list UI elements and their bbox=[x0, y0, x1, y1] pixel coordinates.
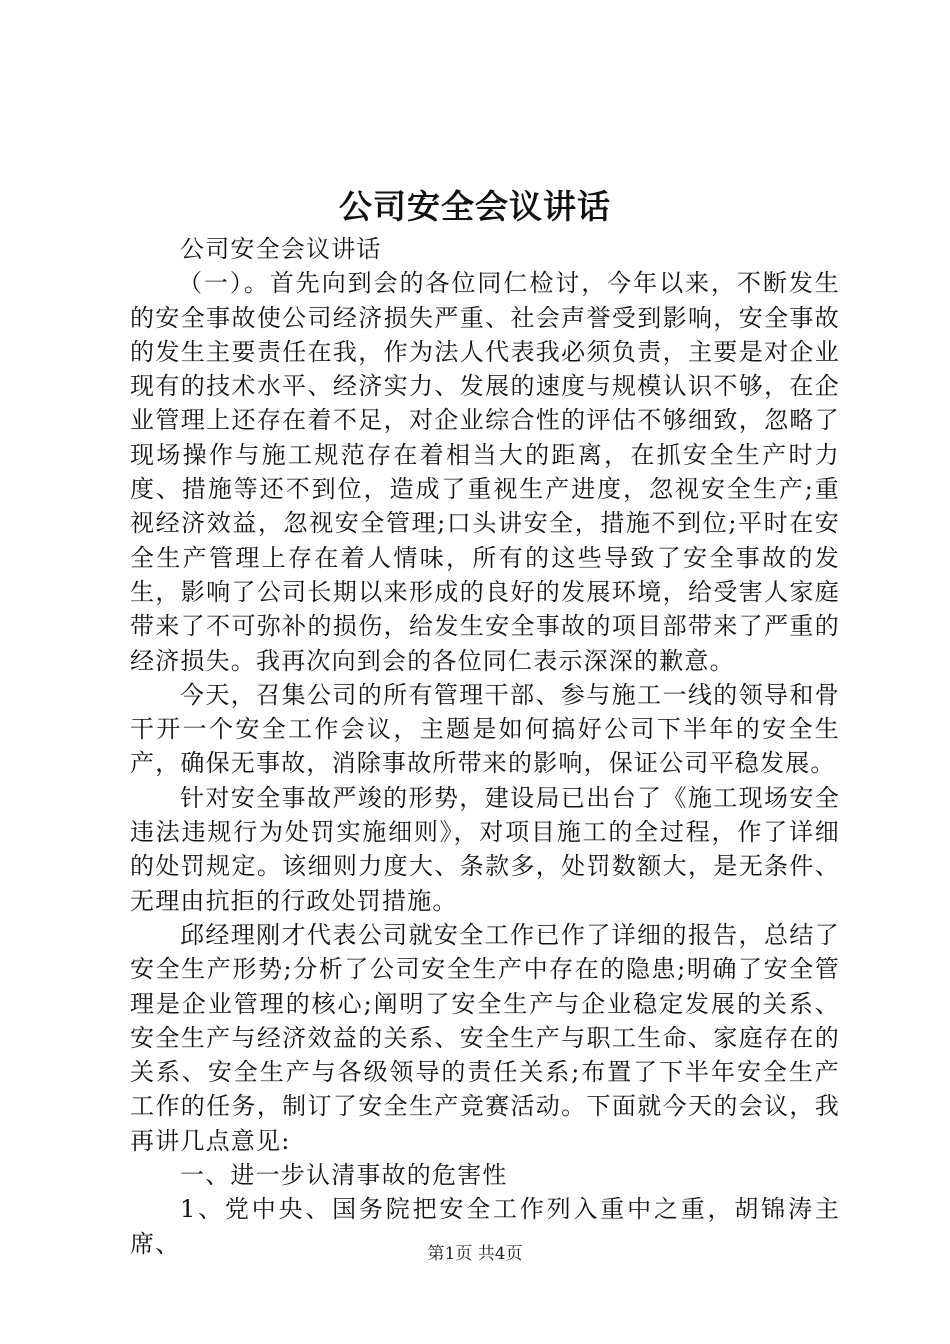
page-footer: 第1页 共4页 bbox=[427, 1244, 523, 1264]
body-paragraph: 针对安全事故严竣的形势，建设局已出台了《施工现场安全违法违规行为处罚实施细则》，对项目施工的全过程，作了详细的处罚规定。该细则力度大、条款多，处罚数额大，是无条件、无理由抗拒的行政处罚措施。 bbox=[130, 783, 840, 915]
section-heading: 一、进一步认清事故的危害性 bbox=[180, 1161, 508, 1190]
subtitle-paragraph: 公司安全会议讲话 bbox=[180, 235, 382, 263]
document-title: 公司安全会议讲话 bbox=[339, 187, 611, 226]
body-paragraph: 邱经理刚才代表公司就安全工作已作了详细的报告，总结了安全生产形势;分析了公司安全生产中存在的隐患;明确了安全管理是企业管理的核心;阐明了安全生产与企业稳定发展的关系、安全生产与经济效益的关系、安全生产与职工生命、家庭存在的关系、安全生产与各级领导的责任关系;布置了下半年安全生产工作的任务，制订了安全生产竞赛活动。下面就今天的会议，我再讲几点意见: bbox=[130, 920, 840, 1155]
document-body bbox=[130, 232, 840, 1261]
body-paragraph: （一）。首先向到会的各位同仁检讨，今年以来，不断发生的安全事故使公司经济损失严重、社会声誉受到影响，安全事故的发生主要责任在我，作为法人代表我必须负责，主要是对企业现有的技术水平、经济实力、发展的速度与规模认识不够，在企业管理上还存在着不足，对企业综合性的评估不够细致，忽略了现场操作与施工规范存在着相当大的距离，在抓安全生产时力度、措施等还不到位，造成了重视生产进度，忽视安全生产;重视经济效益，忽视安全管理;口头讲安全，措施不到位;平时在安全生产管理上存在着人情味，所有的这些导致了安全事故的发生，影响了公司长期以来形成的良好的发展环境，给受害人家庭带来了不可弥补的损伤，给发生安全事故的项目部带来了严重的经济损失。我再次向到会的各位同仁表示深深的歉意。 bbox=[130, 269, 840, 675]
list-item: 1、党中央、国务院把安全工作列入重中之重，胡锦涛主席、 bbox=[130, 1195, 840, 1258]
body-paragraph: 今天，召集公司的所有管理干部、参与施工一线的领导和骨干开一个安全工作会议，主题是如何搞好公司下半年的安全生产，确保无事故，消除事故所带来的影响，保证公司平稳发展。 bbox=[130, 680, 840, 778]
